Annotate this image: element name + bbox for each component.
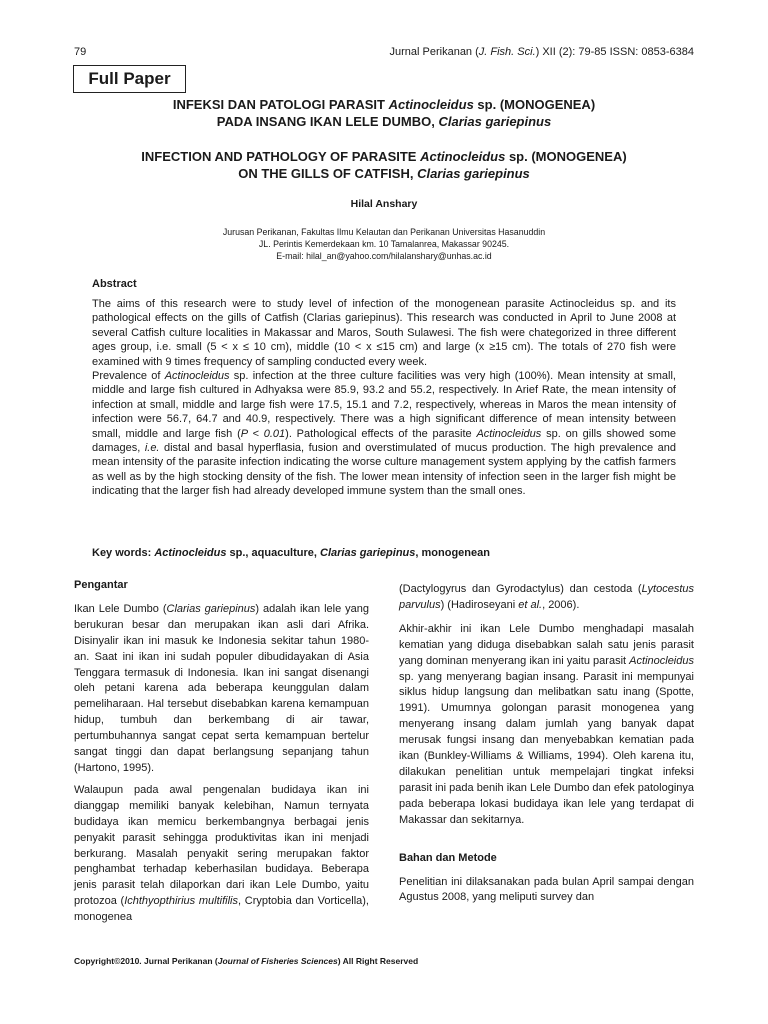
- journal-volume-issn: ) XII (2): 79-85 ISSN: 0853-6384: [535, 46, 694, 58]
- title-id-species: Clarias gariepinus: [438, 114, 552, 129]
- title-en-line2-text: ON THE GILLS OF CATFISH,: [238, 166, 418, 181]
- full-paper-badge: Full Paper: [73, 65, 186, 93]
- abstract-p2-text: Prevalence of: [92, 370, 165, 383]
- footer-journal: Journal of Fisheries Sciences: [217, 956, 338, 966]
- intro-text: ) adalah ikan lele yang berukuran besar dan merupakan ikan asli dari Afrika. Disinyalir ikan ini masuk ke Indonesia sekitar tahun 1980-an. Saat ini ikan ini sudah populer dibudidayakan di Asia Tenggara termasuk di Indonesia. Ikan ini sangat disenangi oleh petani karena ada beberapa keunggulan dalam pemeliharaan. Hal tersebut disebabkan karena kemampuan hidup, tumbuh dan berkembang di air tawar, pertumbuhannya sangat cepat serta kemampuan bertelur sangat tinggi dan dapat berlangsung sepanjang tahun (Hartono, 1995).: [74, 602, 369, 774]
- intro-text: ) (Hadiroseyani: [440, 598, 519, 611]
- footer-text: ) All Right Reserved: [337, 956, 419, 966]
- intro-text: Akhir-akhir ini ikan Lele Dumbo menghadapi masalah kematian yang diduga disebabkan salah satu jenis parasit yang dominan menyerang ikan ini yaitu parasit: [399, 622, 694, 667]
- title-id-genus: Actinocleidus: [388, 97, 474, 112]
- affiliation-email: E-mail: hilal_an@yahoo.com/hilalanshary@unhas.ac.id: [276, 251, 492, 261]
- intro-text: , Cryptobia dan Vorticella), monogenea: [74, 895, 369, 924]
- intro-text: sp. yang menyerang bagian insang. Parasit ini mempunyai siklus hidup langsung dan melibatkan satu inang (Spotte, 1991). Umumnya golongan parasit monogenea yang menyerang insang dalam jumlah yang banyak dapat merusak fungsi insang dan menyebabkan kematian pada ikan (Bunkley-Williams & Williams, 1994). Oleh karena itu, dilakukan penelitian untuk mempelajari tingkat infeksi parasit ini pada benih ikan Lele Dumbo dan efek patologinya pada beberapa lokasi budidaya ikan lele yang terdapat di Makassar dan sekitarnya.: [399, 670, 694, 826]
- intro-paragraph-4: [399, 622, 694, 829]
- title-id-line1-end: sp. (MONOGENEA): [473, 97, 596, 112]
- species-name: Lytocestus parvulus: [399, 583, 694, 611]
- species-name: Clarias gariepinus: [166, 602, 256, 615]
- abstract-p2-text: sp. on gills showed some damages,: [92, 427, 677, 455]
- intro-text: , 2006).: [542, 598, 580, 611]
- abstract-paragraph-1: The aims of this research were to study level of infection of the monogenean parasite Actinocleidus sp. and its pathological effects on the gills of Catfish (Clarias gariepinus). This research was conducted in April to June 2008 at several Catfish culture localities in Makassar and Maros, South Sulawesi. The fish were chategorized in three different ages group, i.e. small (5 < x ≤ 10 cm), middle (10 < x ≤15 cm) and large (x ≥15 cm). The totals of 270 fish were examined with 9 times frequency of sampling conducted every week.: [92, 298, 676, 368]
- right-column: [399, 582, 694, 912]
- page-number: 79: [74, 46, 87, 58]
- footer-text: Copyright©2010. Jurnal Perikanan (: [74, 956, 218, 966]
- species-name: Ichthyopthirius multifilis: [124, 895, 238, 908]
- title-en-line1-text: INFECTION AND PATHOLOGY OF PARASITE: [141, 149, 421, 164]
- intro-text: Walaupun pada awal pengenalan budidaya ikan ini dianggap memiliki banyak kelebihan, Namun ternyata budidaya ikan memicu berkembangnya berbagai jenis penyakit parasit sehingga produktivitas ikan ini menjadi berkurang. Masalah penyakit sering merupakan faktor penghambat terhadap keberhasilan budidaya. Beberapa jenis parasit telah dilaporkan dari ikan Lele Dumbo, yaitu protozoa (: [74, 783, 369, 908]
- abstract-paragraph-2: [92, 369, 676, 499]
- abstract-body: [92, 297, 676, 499]
- title-english: [74, 148, 694, 182]
- affiliation-address: JL. Perintis Kemerdekaan km. 10 Tamalanrea, Makassar 90245.: [258, 239, 510, 249]
- section-heading-pengantar: Pengantar: [74, 579, 128, 591]
- title-en-line1-end: sp. (MONOGENEA): [505, 149, 627, 164]
- abstract-ie: i.e.: [144, 442, 160, 455]
- section-heading-bahan-metode: Bahan dan Metode: [399, 851, 497, 864]
- intro-text: (Dactylogyrus dan Gyrodactylus) dan cestoda (: [399, 583, 642, 595]
- species-name: Actinocleidus: [629, 654, 694, 667]
- keywords: [92, 547, 692, 559]
- intro-text: Ikan Lele Dumbo (: [74, 602, 167, 615]
- copyright-footer: [74, 956, 418, 966]
- title-en-species: Clarias gariepinus: [417, 166, 530, 181]
- affiliation: [74, 226, 694, 262]
- abstract-p-value: P < 0.01: [240, 427, 286, 440]
- intro-paragraph-3: [399, 582, 694, 614]
- title-id-line1-text: INFEKSI DAN PATOLOGI PARASIT: [172, 97, 389, 112]
- abstract-p2-text: sp. infection at the three culture facilities was very high (100%). Mean intensity at small, middle and large fish cultured in Adhyaksa were 85.9, 93.2 and 55.2, respectively. In Arief Rate, the mean intensity of infection at small, middle and large fish were 17.5, 15.1 and 7.2, respectively, whereas in Maros the mean intensity of infection were 56.7, 64.7 and 40.9, respectively. There was a high significant difference of mean intensity between small, middle and large fish (: [92, 370, 676, 440]
- journal-abbreviation: J. Fish. Sci.: [478, 46, 536, 58]
- intro-paragraph-1: [74, 602, 369, 777]
- keyword-text: sp., aquaculture,: [226, 547, 321, 559]
- abstract-genus: Actinocleidus: [164, 370, 230, 383]
- abstract-heading: Abstract: [92, 278, 137, 290]
- methods-paragraph-1: Penelitian ini dilaksanakan pada bulan April sampai dengan Agustus 2008, yang meliputi survey dan: [399, 875, 694, 904]
- keywords-label: Key words:: [92, 547, 155, 559]
- intro-paragraph-2: [74, 783, 369, 926]
- journal-citation: [390, 46, 695, 58]
- abstract-p2-text: distal and basal hyperflasia, fusion and overstimulated of mucus production. The high prevalence and mean intensity of the parasite infection indicating the worse culture management system applying by the catfish farmers as well as by the high stocking density of the fish. The lower mean intensity of infection seen in the larger fish might be indicating that the larger fish had already developed immune system than the small ones.: [92, 442, 676, 498]
- title-id-line1: [74, 96, 694, 113]
- abstract-p2-text: ). Pathological effects of the parasite: [285, 427, 477, 440]
- journal-name: Jurnal Perikanan (: [389, 46, 479, 58]
- affiliation-institution: Jurusan Perikanan, Fakultas Ilmu Kelautan dan Perikanan Universitas Hasanuddin: [222, 227, 546, 237]
- title-en-line1: [74, 148, 694, 165]
- left-column: [74, 578, 369, 932]
- keyword-genus: Actinocleidus: [154, 547, 227, 559]
- title-en-line2: [74, 165, 694, 182]
- abstract-genus: Actinocleidus: [476, 427, 542, 440]
- et-al: et al.: [518, 598, 543, 611]
- title-id-line2: [74, 113, 694, 130]
- keyword-species: Clarias gariepinus: [320, 547, 416, 559]
- title-id-line2-text: PADA INSANG IKAN LELE DUMBO,: [216, 114, 439, 129]
- title-en-genus: Actinocleidus: [420, 149, 506, 164]
- keyword-text: , monogenean: [415, 547, 490, 559]
- title-indonesian: [74, 96, 694, 130]
- author-name: Hilal Anshary: [350, 198, 418, 210]
